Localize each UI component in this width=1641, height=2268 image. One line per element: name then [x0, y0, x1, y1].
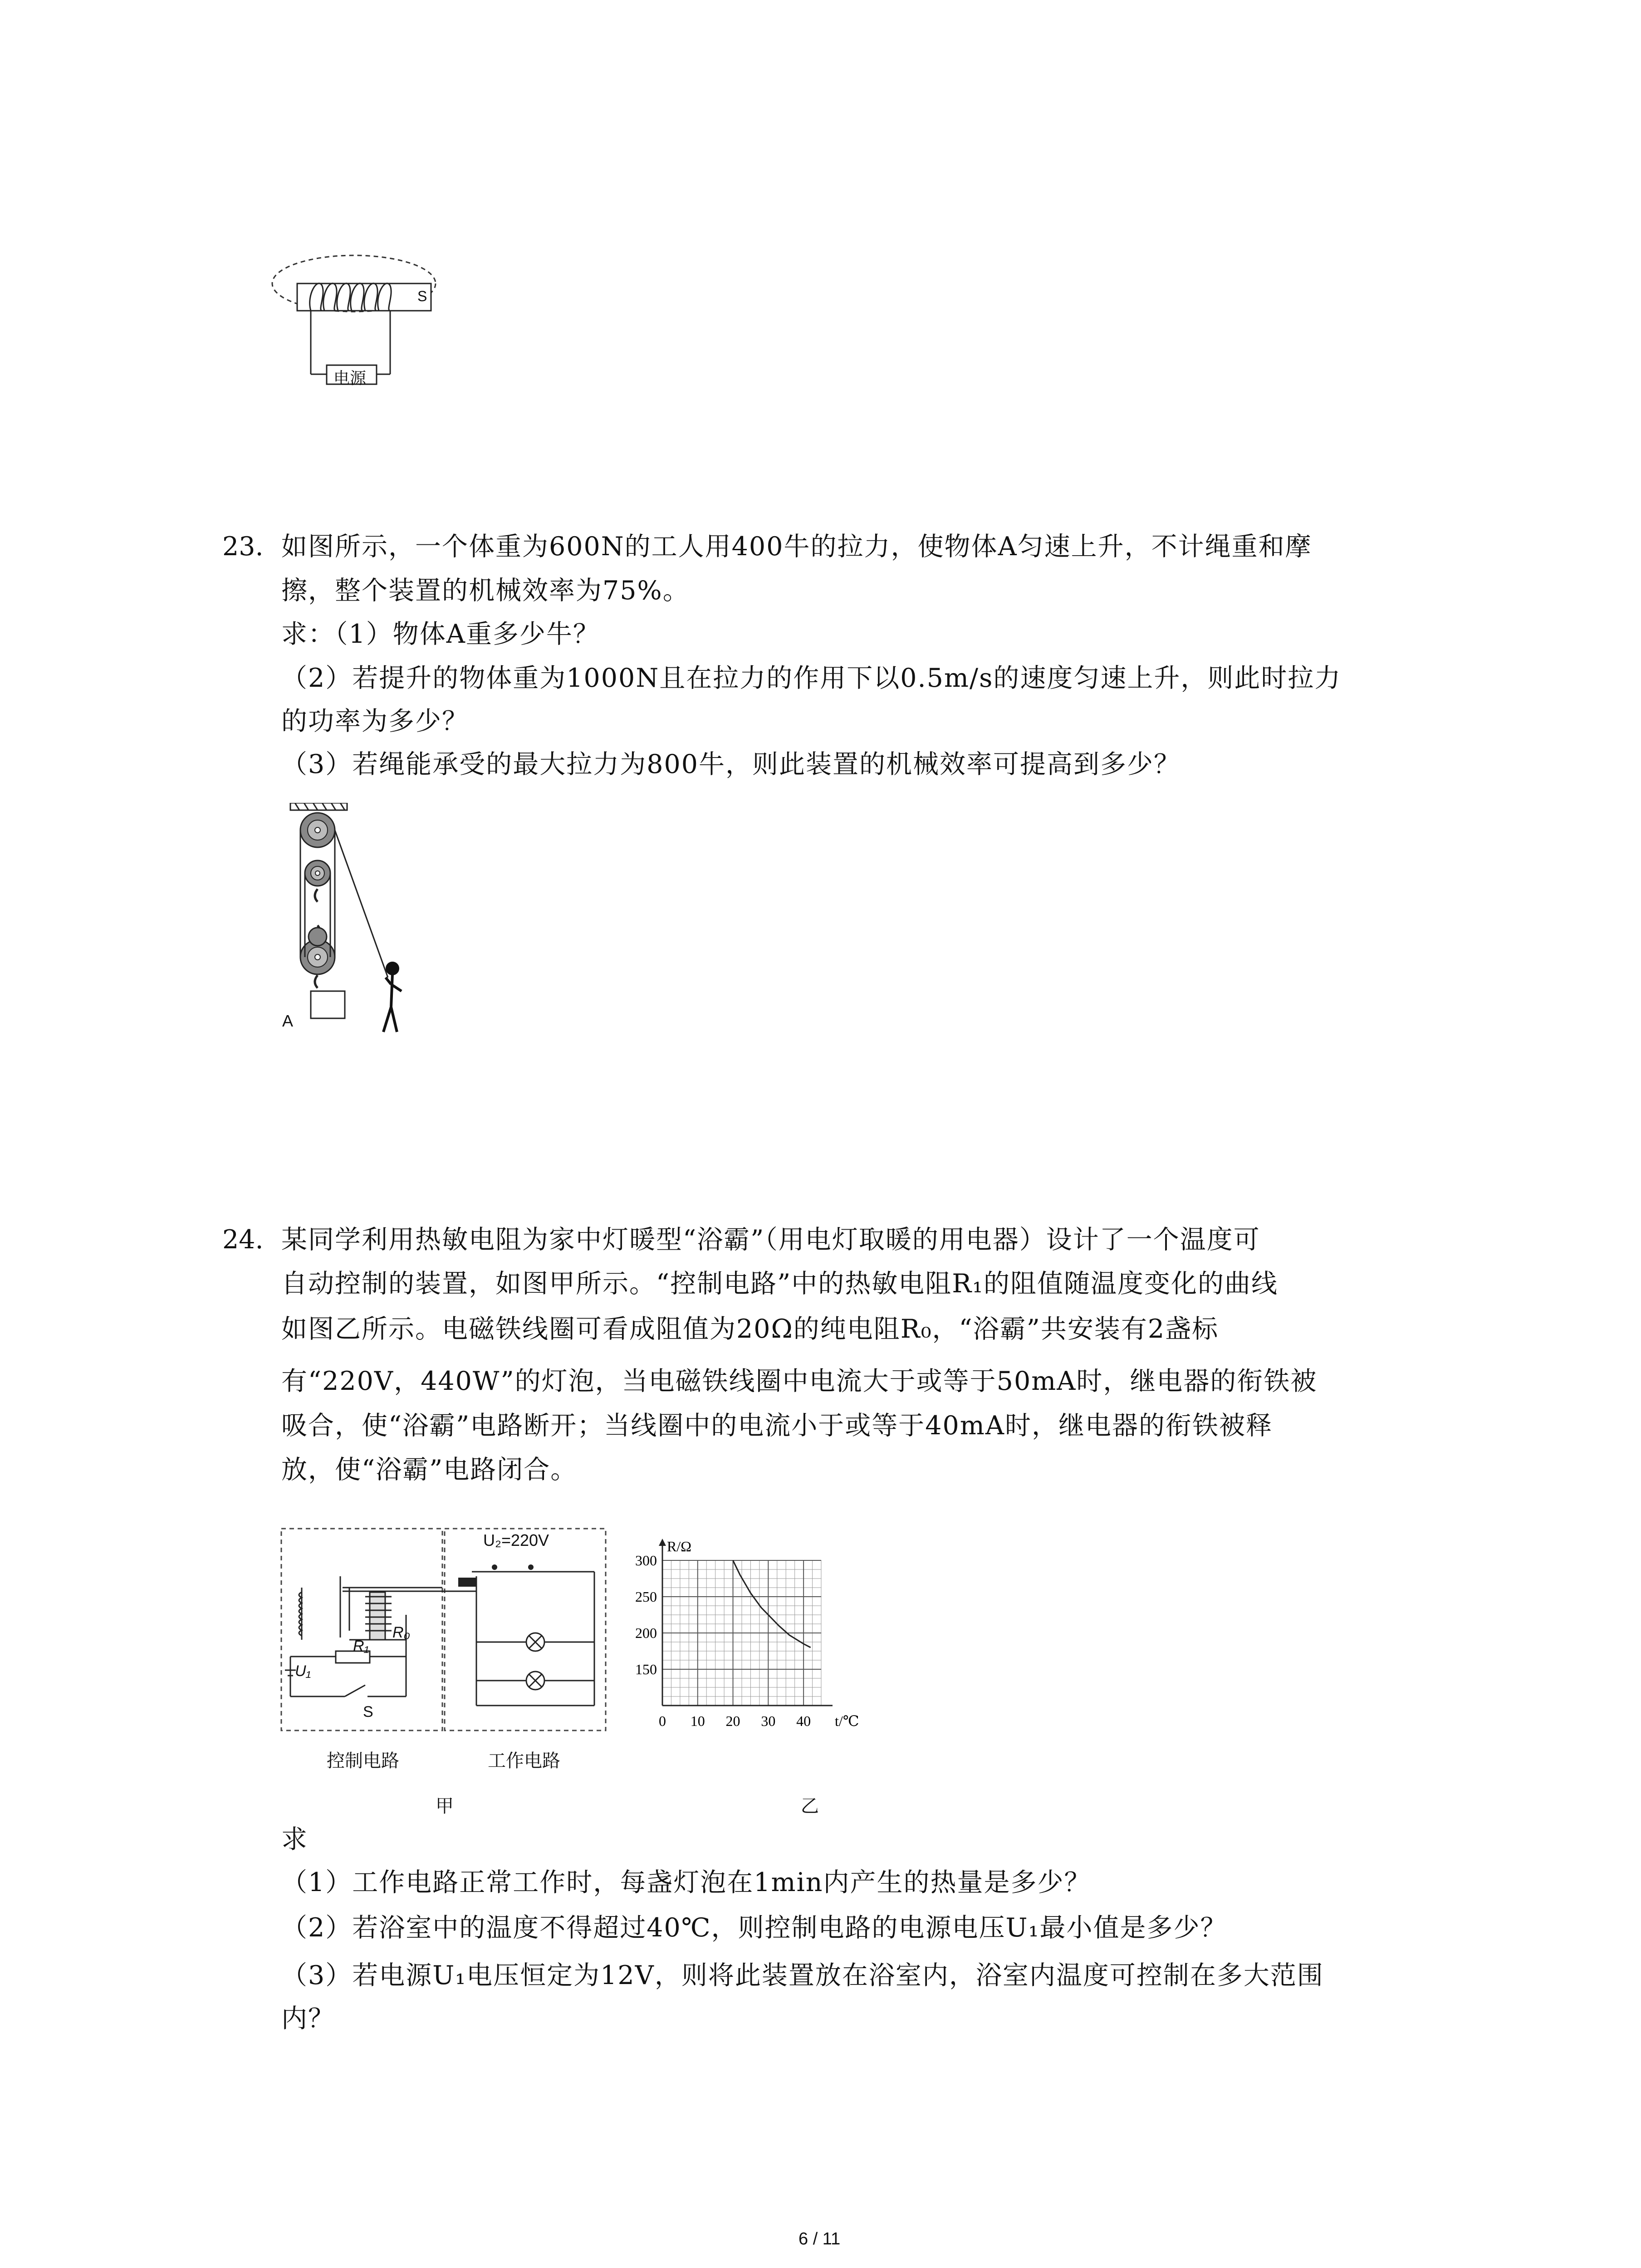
u2-label: U₂=220V	[483, 1531, 549, 1549]
q23-line-4: （2）若提升的物体重为1000N且在拉力的作用下以0.5m/s的速度匀速上升，则此时拉力	[281, 663, 1342, 693]
q24-sub-4: 内？	[281, 2004, 335, 2033]
x-tick-label: 20	[725, 1713, 740, 1729]
q23-line-6: （3）若绳能承受的最大拉力为800牛，则此装置的机械效率可提高到多少？	[281, 749, 1181, 779]
x-tick-label: 30	[761, 1713, 776, 1729]
q23-line-1: 如图所示，一个体重为600N的工人用400牛的拉力，使物体A匀速上升，不计绳重和摩	[281, 532, 1312, 562]
q24-line-4: 有“220V，440W”的灯泡，当电磁铁线圈中电流大于或等于50mA时，继电器的衔铁被	[281, 1366, 1318, 1396]
y-tick-label: 300	[635, 1552, 657, 1569]
r1-label: R₁	[353, 1637, 369, 1655]
q24-line-3: 如图乙所示。电磁铁线圈可看成阻值为20Ω的纯电阻R₀，“浴霸”共安装有2盏标	[281, 1314, 1219, 1344]
figure-yi-caption: 乙	[801, 1796, 819, 1816]
q23-line-3: 求：（1）物体A重多少牛？	[281, 619, 600, 649]
figure-jia-caption: 甲	[436, 1796, 454, 1816]
page-number: 6 / 11	[798, 2229, 841, 2248]
x-axis-label: t/℃	[835, 1713, 859, 1729]
x-tick-label: 10	[690, 1713, 705, 1729]
circuit-figure	[277, 1524, 608, 1742]
y-axis-label: R/Ω	[667, 1538, 692, 1554]
x-tick-label: 0	[659, 1713, 666, 1729]
q24-number: 24.	[222, 1225, 264, 1255]
r0-label: R₀	[392, 1624, 410, 1641]
y-tick-label: 250	[635, 1589, 657, 1605]
resistance-temperature-chart	[631, 1538, 907, 1765]
q24-line-5: 吸合，使“浴霸”电路断开；当线圈中的电流小于或等于40mA时，继电器的衔铁被释	[281, 1411, 1273, 1441]
x-tick-label: 40	[796, 1713, 811, 1729]
q23-line-5: 的功率为多少？	[281, 706, 469, 736]
series-line	[733, 1560, 811, 1647]
q24-sub-2: （2）若浴室中的温度不得超过40℃，则控制电路的电源电压U₁最小值是多少？	[281, 1913, 1227, 1943]
q24-sub-3: （3）若电源U₁电压恒定为12V，则将此装置放在浴室内，浴室内温度可控制在多大范围	[281, 1960, 1324, 1990]
switch-s-label: S	[363, 1703, 373, 1721]
q24-sub-1: （1）工作电路正常工作时，每盏灯泡在1min内产生的热量是多少？	[281, 1867, 1091, 1897]
q24-line-1: 某同学利用热敏电阻为家中灯暖型“浴霸”（用电灯取暖的用电器）设计了一个温度可	[281, 1225, 1260, 1255]
pulley-figure	[272, 803, 422, 1048]
y-tick-label: 150	[635, 1661, 657, 1677]
control-circuit-label: 控制电路	[327, 1751, 399, 1771]
power-supply-label: 电源	[333, 369, 367, 387]
work-circuit-label: 工作电路	[488, 1751, 560, 1771]
q24-line-6: 放，使“浴霸”电路闭合。	[281, 1455, 578, 1485]
q24-line-2: 自动控制的装置，如图甲所示。“控制电路”中的热敏电阻R₁的阻值随温度变化的曲线	[281, 1269, 1279, 1299]
object-a-label: A	[282, 1012, 294, 1030]
y-tick-label: 200	[635, 1625, 657, 1641]
u1-label: U₁	[295, 1662, 311, 1680]
y-axis-arrow	[659, 1539, 666, 1546]
q23-line-2: 擦，整个装置的机械效率为75%。	[281, 576, 690, 606]
q23-number: 23.	[222, 532, 264, 562]
pole-s-label: S	[417, 288, 427, 304]
q24-ask: 求	[281, 1824, 308, 1854]
